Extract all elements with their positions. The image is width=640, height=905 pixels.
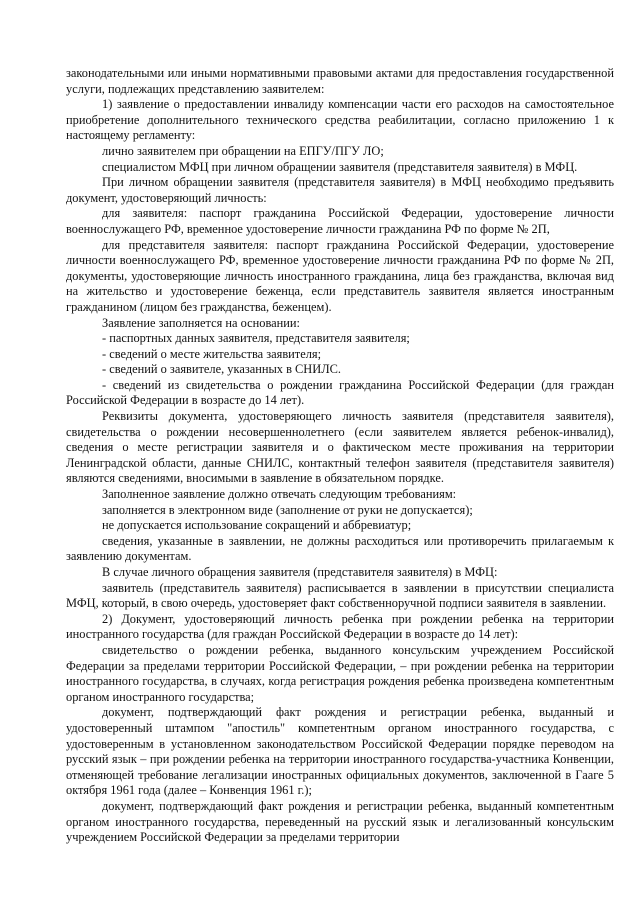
paragraph-1: законодательными или иными нормативными правовыми актами для предоставления государственной услуги, подлежащих представлению заявителем:: [66, 66, 614, 96]
paragraph-5: При личном обращении заявителя (представителя заявителя) в МФЦ необходимо предъявить документ, удостоверяющий личность:: [66, 175, 614, 205]
paragraph-8: Заявление заполняется на основании:: [102, 315, 300, 330]
paragraph-23: документ, подтверждающий факт рождения и регистрации ребенка, выданный компетентным органом иностранного государства, переведенный на русский язык и легализованный консульским учреждением Российской Федерации за пределами территории: [66, 798, 614, 845]
paragraph-17: сведения, указанные в заявлении, не должны расходиться или противоречить прилагаемым к заявлению документам.: [66, 533, 614, 564]
paragraph-7: для представителя заявителя: паспорт гражданина Российской Федерации, удостоверение личности военнослужащего РФ, временное удостоверение личности гражданина РФ по форме № 2П, документы, удостоверяющие личность иностранного гражданина, лица без гражданства, включая вид на жительство и удостоверение беженца, если представитель заявителя является иностранным гражданином (лицом без гражданства, беженцем).: [66, 237, 614, 314]
paragraph-3: лично заявителем при обращении на ЕПГУ/ПГУ ЛО;: [102, 143, 384, 158]
paragraph-16: не допускается использование сокращений и аббревиатур;: [102, 518, 412, 533]
paragraph-12: - сведений из свидетельства о рождении гражданина Российской Федерации (для граждан Российской Федерации в возрасте до 14 лет).: [66, 377, 614, 408]
paragraph-10: - сведений о месте жительства заявителя;: [102, 346, 322, 361]
paragraph-14: Заполненное заявление должно отвечать следующим требованиям:: [102, 487, 457, 502]
paragraph-21: свидетельство о рождении ребенка, выданного консульским учреждением Российской Федерации за пределами территории Российской Федерации, – при рождении ребенка на территории иностранного государства, в случаях, когда регистрация рождения ребенка произведена компетентным органом иностранного государства;: [66, 642, 614, 704]
paragraph-18: В случае личного обращения заявителя (представителя заявителя) в МФЦ:: [102, 565, 498, 579]
paragraph-20: 2) Документ, удостоверяющий личность ребенка при рождении ребенка на территории иностранного государства (для граждан Российской Федерации в возрасте до 14 лет):: [66, 611, 614, 642]
paragraph-2: 1) заявление о предоставлении инвалиду компенсации части его расходов на самостоятельное приобретение дополнительного технического средства реабилитации, согласно приложению 1 к настоящему регламенту:: [66, 97, 614, 143]
paragraph-15: заполняется в электронном виде (заполнение от руки не допускается);: [102, 502, 473, 517]
document-page: [66, 66, 614, 846]
paragraph-9: - паспортных данных заявителя, представителя заявителя;: [102, 331, 410, 346]
paragraph-4: специалистом МФЦ при личном обращении заявителя (представителя заявителя) в МФЦ.: [102, 159, 578, 174]
paragraph-13: Реквизиты документа, удостоверяющего личность заявителя (представителя заявителя), свидетельства о рождении несовершеннолетнего (если заявителем является ребенок-инвалид), сведения о месте регистрации заявителя и о фактическом месте проживания на территории Ленинградской области, данные СНИЛС, контактный телефон заявителя (представителя заявителя) являются сведениями, вносимыми в заявление в обязательном порядке.: [66, 409, 614, 486]
paragraph-11: - сведений о заявителе, указанных в СНИЛС.: [102, 362, 341, 377]
paragraph-22: документ, подтверждающий факт рождения и регистрации ребенка, выданный и удостоверенный штампом "апостиль" компетентным органом иностранного государства, с удостоверенным в установленном законодательством Российской Федерации порядке переводом на русский язык – при рождении ребенка на территории иностранного государства-участника Конвенции, отменяющей требование легализации иностранных официальных документов, заключенной в Гааге 5 октября 1961 года (далее – Конвенция 1961 г.);: [66, 705, 614, 798]
paragraph-6: для заявителя: паспорт гражданина Российской Федерации, удостоверение личности военнослужащего РФ, временное удостоверение личности гражданина РФ по форме № 2П,: [66, 206, 614, 236]
paragraph-19: заявитель (представитель заявителя) расписывается в заявлении в присутствии специалиста МФЦ, который, в свою очередь, удостоверяет факт собственноручной подписи заявителя в заявлении.: [66, 580, 614, 611]
